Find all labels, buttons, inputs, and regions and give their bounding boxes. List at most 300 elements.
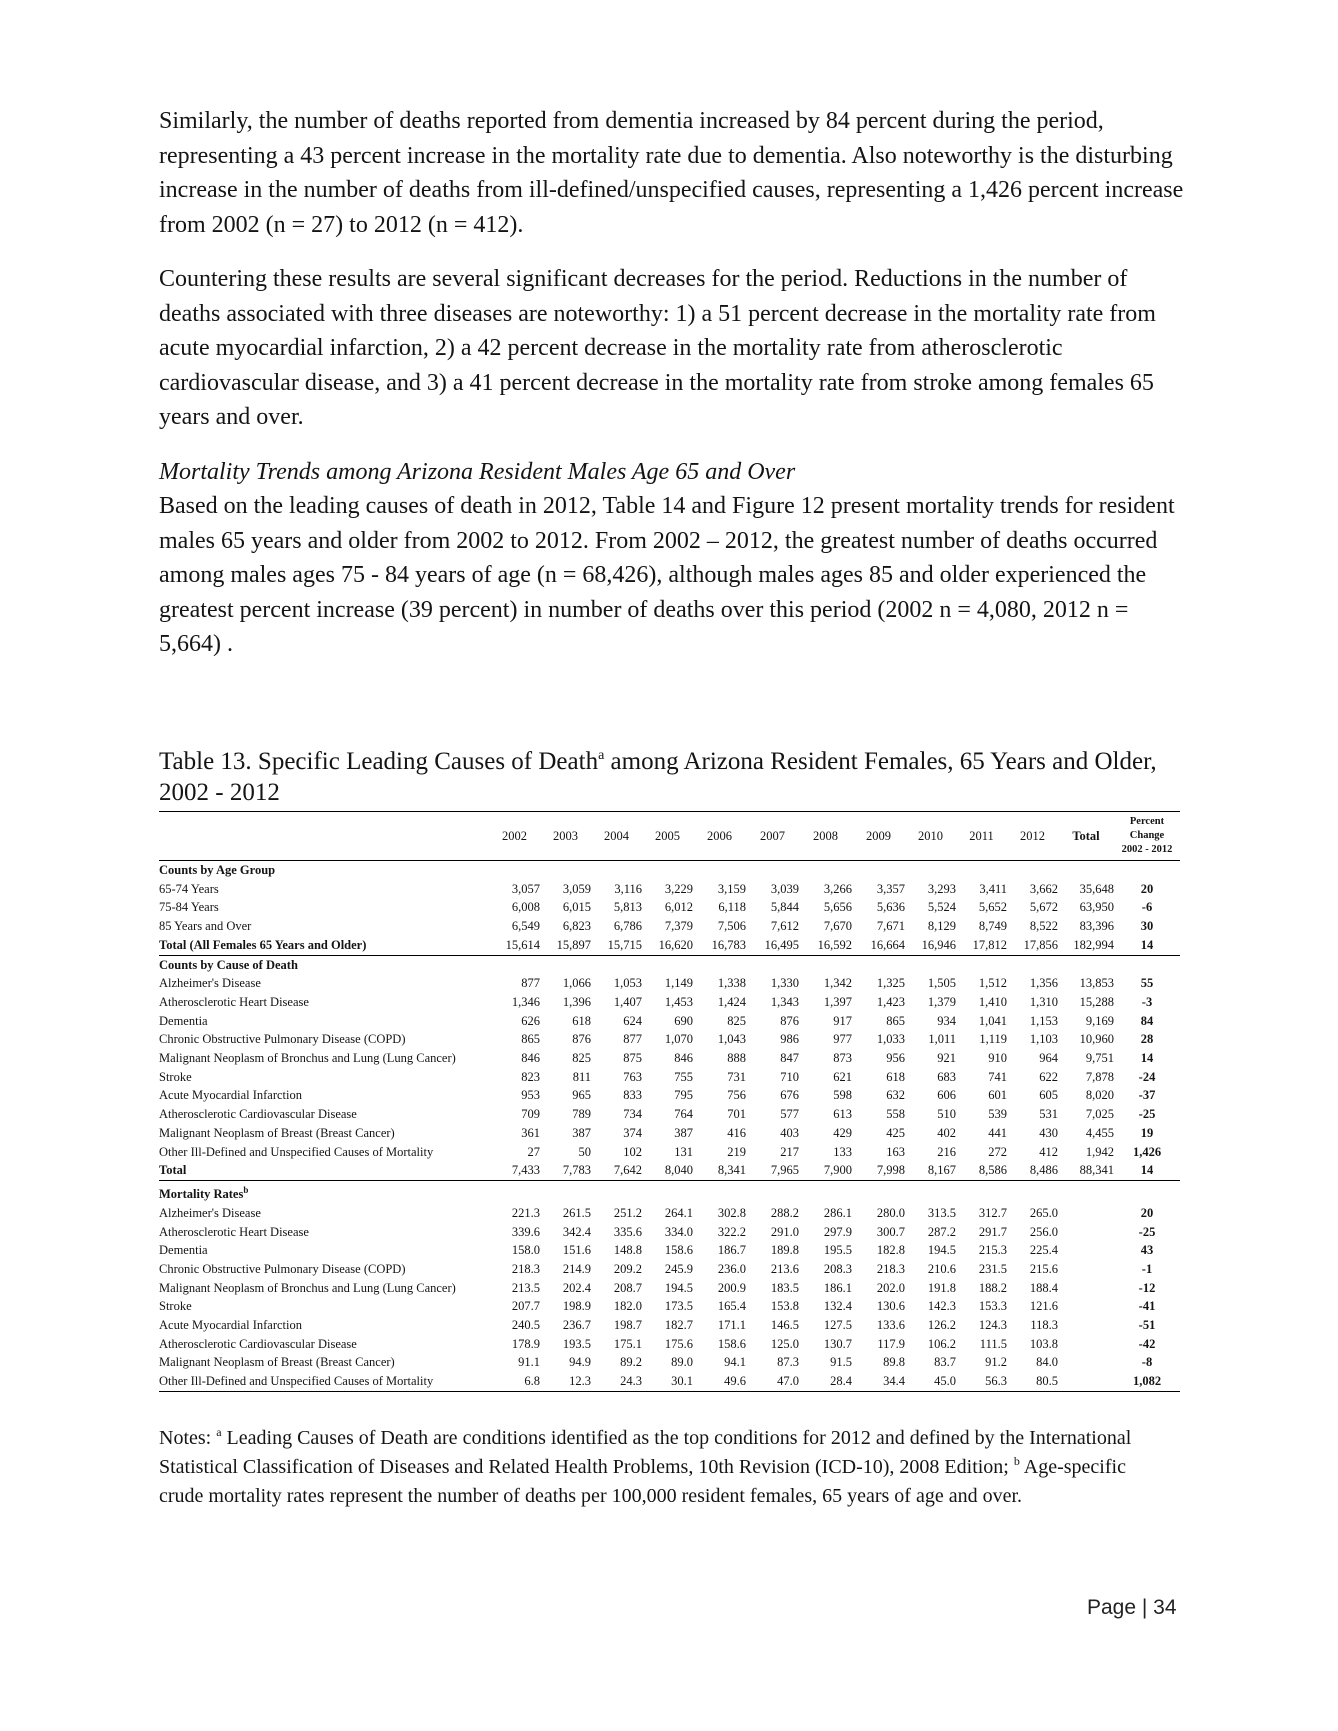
notes-text-b: Age-specific crude mortality rates represent the number of deaths per 100,000 resident females, 65 years of age and over. [159,1456,1126,1507]
row-label: Chronic Obstructive Pulmonary Disease (COPD) [159,1261,406,1276]
row-value-cell: 764 [674,1107,693,1122]
row-value-cell: 84.0 [1036,1355,1058,1370]
header-pct-line3: 2002 - 2012 [1121,844,1173,855]
row-value-cell: 865 [886,1013,905,1028]
row-value-cell: 626 [521,1013,540,1028]
row-label: Malignant Neoplasm of Breast (Breast Cancer) [159,1355,395,1370]
row-value-cell: 3,266 [823,881,852,896]
row-value-cell: 6,008 [511,900,540,915]
row-value-cell: 1,070 [664,1032,693,1047]
header-percent-change [1114,812,1180,861]
row-value-cell: 124.3 [978,1318,1007,1333]
row-value-cell: 403 [780,1125,799,1140]
row-value-cell: 441 [988,1125,1007,1140]
section-header-row [159,861,1180,880]
row-value-cell: 876 [572,1032,591,1047]
row-value-cell: 412 [1039,1144,1058,1159]
row-label: Atherosclerotic Heart Disease [159,994,309,1009]
row-value-cell: 3,116 [614,881,642,896]
row-value-cell: 231.5 [978,1261,1007,1276]
row-label: Acute Myocardial Infarction [159,1318,302,1333]
table-row [159,936,1180,955]
notes-text-a: Leading Causes of Death are conditions identified as the top conditions for 2012 and defined by the International Statistical Classification of Diseases and Related Health Problems, 10th Revision (ICD-10), 2008 Edition; [159,1427,1132,1478]
row-percent-change: 14 [1140,1163,1154,1178]
row-value-cell: 165.4 [717,1299,746,1314]
row-value-cell: 5,524 [927,900,956,915]
row-value-cell: 825 [727,1013,746,1028]
row-value-cell: 622 [1039,1069,1058,1084]
row-value-cell: 3,229 [664,881,693,896]
row-value-cell: 621 [833,1069,852,1084]
row-value-cell: 965 [572,1088,591,1103]
row-value-cell: 30.1 [642,1372,693,1391]
table-row [159,1223,1180,1242]
row-value-cell: 1,330 [770,976,799,991]
row-value-cell: 49.6 [693,1372,746,1391]
row-value-cell: 219 [727,1144,746,1159]
row-value-cell: 178.9 [511,1336,540,1351]
row-value-cell: 1,453 [664,994,693,1009]
header-year: 2004 [591,812,642,861]
row-value-cell: 7,612 [770,919,799,934]
row-value-cell: 8,167 [927,1163,956,1178]
row-value-cell: 6,012 [664,900,693,915]
row-value-cell: 7,433 [511,1163,540,1178]
row-value-cell: 755 [674,1069,693,1084]
row-value-cell: 6,118 [718,900,746,915]
table-row [159,1372,1180,1391]
section-title [159,955,1180,974]
row-value-cell: 198.7 [613,1318,642,1333]
row-total-cell: 7,878 [1085,1069,1114,1084]
row-value-cell: 1,407 [613,994,642,1009]
row-value-cell: 977 [833,1032,852,1047]
row-value-cell: 121.6 [1029,1299,1058,1314]
row-total-cell: 1,942 [1085,1144,1114,1159]
row-value-cell: 16,664 [870,937,905,952]
row-total-cell: 9,751 [1085,1051,1114,1066]
row-value-cell: 865 [521,1032,540,1047]
row-value-cell: 3,059 [562,881,591,896]
row-value-cell: 56.3 [956,1372,1007,1391]
row-value-cell: 1,512 [978,976,1007,991]
row-value-cell: 158.6 [717,1336,746,1351]
row-value-cell: 16,495 [764,937,799,952]
data-table-container [159,811,1180,1392]
row-value-cell: 158.0 [511,1243,540,1258]
row-value-cell: 598 [833,1088,852,1103]
row-value-cell: 1,103 [1029,1032,1058,1047]
row-percent-change: 55 [1140,976,1154,991]
mortality-table [159,811,1180,1392]
table-row [159,1012,1180,1031]
row-value-cell: 823 [521,1069,540,1084]
row-percent-change: 14 [1140,937,1154,952]
row-value-cell: 531 [1039,1107,1058,1122]
row-value-cell: 87.3 [777,1355,799,1370]
row-value-cell: 236.0 [717,1261,746,1276]
table-row [159,1297,1180,1316]
row-label: 75-84 Years [159,900,219,915]
row-value-cell: 193.5 [562,1336,591,1351]
row-value-cell: 1,149 [664,976,693,991]
row-value-cell: 6,015 [562,900,591,915]
row-value-cell: 215.6 [1029,1261,1058,1276]
table-row [159,1086,1180,1105]
row-value-cell: 218.3 [511,1261,540,1276]
row-value-cell: 601 [988,1088,1007,1103]
row-value-cell: 132.4 [823,1299,852,1314]
row-percent-change: -25 [1138,1224,1156,1239]
row-total-cell [1058,1297,1114,1316]
row-value-cell: 91.1 [518,1355,540,1370]
row-value-cell: 875 [623,1051,642,1066]
row-value-cell: 117.9 [877,1336,905,1351]
row-value-cell: 1,053 [613,976,642,991]
table-row [159,1279,1180,1298]
row-value-cell: 291.0 [770,1224,799,1239]
header-year: 2002 [489,812,540,861]
page-number: Page | 34 [1087,1596,1177,1619]
row-value-cell: 8,341 [717,1163,746,1178]
row-value-cell: 94.9 [569,1355,591,1370]
row-value-cell: 402 [937,1125,956,1140]
row-value-cell: 16,946 [921,937,956,952]
row-value-cell: 3,293 [927,881,956,896]
row-value-cell: 734 [623,1107,642,1122]
row-value-cell: 6.8 [489,1372,540,1391]
row-label: Total [159,1163,187,1178]
row-value-cell: 986 [780,1032,799,1047]
row-value-cell: 163 [886,1144,905,1159]
header-blank [159,812,489,861]
row-value-cell: 186.1 [823,1280,852,1295]
row-total-cell [1058,1241,1114,1260]
header-year: 2010 [905,812,956,861]
row-value-cell: 1,033 [876,1032,905,1047]
row-value-cell: 322.2 [717,1224,746,1239]
row-value-cell: 17,812 [972,937,1007,952]
row-value-cell: 80.5 [1007,1372,1058,1391]
row-value-cell: 416 [727,1125,746,1140]
row-value-cell: 130.6 [876,1299,905,1314]
row-value-cell: 189.8 [770,1243,799,1258]
section-header-row [159,955,1180,974]
row-label: Other Ill-Defined and Unspecified Causes of Mortality [159,1144,434,1159]
row-value-cell: 7,642 [613,1163,642,1178]
row-value-cell: 7,965 [770,1163,799,1178]
row-total-cell [1058,1335,1114,1354]
row-value-cell: 3,411 [979,881,1007,896]
row-value-cell: 216 [937,1144,956,1159]
row-value-cell: 873 [833,1051,852,1066]
row-value-cell: 334.0 [664,1224,693,1239]
row-value-cell: 217 [780,1144,799,1159]
row-value-cell: 221.3 [511,1205,540,1220]
row-value-cell: 6,549 [511,919,540,934]
row-value-cell: 12.3 [540,1372,591,1391]
row-value-cell: 387 [674,1125,693,1140]
row-value-cell: 214.9 [562,1261,591,1276]
row-value-cell: 934 [937,1013,956,1028]
row-percent-change: -37 [1138,1088,1156,1103]
row-value-cell: 213.5 [511,1280,540,1295]
row-value-cell: 6,786 [613,919,642,934]
row-percent-change: -42 [1138,1336,1156,1351]
row-value-cell: 361 [521,1125,540,1140]
row-value-cell: 624 [623,1013,642,1028]
row-label: Dementia [159,1243,208,1258]
row-value-cell: 811 [572,1069,591,1084]
row-value-cell: 7,379 [664,919,693,934]
row-value-cell: 888 [727,1051,746,1066]
row-label: Alzheimer's Disease [159,1205,261,1220]
notes-sup-a: a [216,1425,222,1439]
row-total-cell [1058,1372,1114,1391]
row-value-cell: 240.5 [511,1318,540,1333]
row-value-cell: 125.0 [770,1336,799,1351]
row-value-cell: 198.9 [562,1299,591,1314]
row-percent-change: -8 [1141,1355,1153,1370]
table-row [159,1049,1180,1068]
row-label: 65-74 Years [159,881,219,896]
row-value-cell: 5,636 [876,900,905,915]
row-percent-change: 1,082 [1114,1372,1180,1391]
row-value-cell: 195.5 [823,1243,852,1258]
caption-superscript: a [598,748,605,763]
section-title: Mortality Trends among Arizona Resident Males Age 65 and Over [159,458,796,485]
row-value-cell: 287.2 [927,1224,956,1239]
row-value-cell: 28.4 [799,1372,852,1391]
row-value-cell: 183.5 [770,1280,799,1295]
row-value-cell: 15,614 [505,937,540,952]
row-value-cell: 89.8 [883,1355,905,1370]
row-percent-change: 30 [1140,919,1154,934]
row-value-cell: 7,671 [876,919,905,934]
row-value-cell: 202.4 [562,1280,591,1295]
row-label: Atherosclerotic Cardiovascular Disease [159,1107,357,1122]
row-value-cell: 265.0 [1029,1205,1058,1220]
table-row [159,880,1180,899]
row-value-cell: 8,129 [927,919,956,934]
row-value-cell: 91.5 [830,1355,852,1370]
row-value-cell: 917 [833,1013,852,1028]
row-value-cell: 153.8 [770,1299,799,1314]
row-value-cell: 1,338 [717,976,746,991]
row-percent-change: -41 [1138,1299,1156,1314]
header-year: 2005 [642,812,693,861]
row-value-cell: 374 [623,1125,642,1140]
row-value-cell: 126.2 [927,1318,956,1333]
row-value-cell: 158.6 [664,1243,693,1258]
row-value-cell: 175.6 [664,1336,693,1351]
row-value-cell: 118.3 [1030,1318,1058,1333]
row-value-cell: 153.3 [978,1299,1007,1314]
caption-text-rest: among Arizona Resident Females, 65 Years and Older, 2002 - 2012 [159,748,1157,806]
row-value-cell: 618 [886,1069,905,1084]
row-value-cell: 5,813 [613,900,642,915]
row-value-cell: 1,343 [770,994,799,1009]
row-value-cell: 756 [727,1088,746,1103]
row-value-cell: 683 [937,1069,956,1084]
paragraph-decreases: Countering these results are several significant decreases for the period. Reductions in the number of deaths associated with three diseases are noteworthy: 1) a 51 percent decrease in the mortality rate from acute myocardial infarction, 2) a 42 percent decrease in the mortality rate from atherosclerotic cardiovascular disease, and 3) a 41 percent decrease in the mortality rate from stroke among females 65 years and over. [159,266,1156,430]
notes-sup-b: b [1013,1454,1020,1468]
header-pct-line1: Percent [1129,816,1165,827]
row-value-cell: 789 [572,1107,591,1122]
row-label: Stroke [159,1069,192,1084]
row-percent-change: -51 [1138,1318,1156,1333]
row-value-cell: 188.4 [1029,1280,1058,1295]
row-value-cell: 1,043 [717,1032,746,1047]
notes-prefix: Notes: [159,1427,217,1449]
row-value-cell: 209.2 [613,1261,642,1276]
row-value-cell: 151.6 [562,1243,591,1258]
row-value-cell: 210.6 [927,1261,956,1276]
row-percent-change: 1,426 [1132,1144,1162,1159]
row-value-cell: 1,423 [876,994,905,1009]
table-row [159,1030,1180,1049]
row-label: Stroke [159,1299,192,1314]
row-label: Malignant Neoplasm of Bronchus and Lung (Lung Cancer) [159,1051,456,1066]
row-total-cell: 35,648 [1079,881,1114,896]
row-percent-change: 20 [1140,1205,1154,1220]
row-value-cell: 133 [833,1144,852,1159]
row-percent-change: 14 [1140,1051,1154,1066]
table-row [159,1105,1180,1124]
row-value-cell: 27 [527,1144,540,1159]
row-value-cell: 3,159 [717,881,746,896]
row-total-cell: 83,396 [1079,919,1114,934]
header-year: 2008 [799,812,852,861]
row-value-cell: 6,823 [562,919,591,934]
row-label: Acute Myocardial Infarction [159,1088,302,1103]
row-value-cell: 833 [623,1088,642,1103]
row-label: Chronic Obstructive Pulmonary Disease (COPD) [159,1032,406,1047]
row-value-cell: 877 [623,1032,642,1047]
row-value-cell: 795 [674,1088,693,1103]
row-value-cell: 297.9 [823,1224,852,1239]
row-value-cell: 194.5 [664,1280,693,1295]
row-value-cell: 103.8 [1029,1336,1058,1351]
table-row [159,1316,1180,1335]
row-total-cell: 9,169 [1085,1013,1114,1028]
header-year: 2006 [693,812,746,861]
section-title-text: Mortality Rates [159,1187,244,1202]
row-value-cell: 131 [674,1144,693,1159]
row-label: Other Ill-Defined and Unspecified Causes of Mortality [159,1372,489,1391]
row-value-cell: 191.8 [927,1280,956,1295]
row-value-cell: 89.0 [671,1355,693,1370]
row-total-cell: 13,853 [1079,976,1114,991]
row-total-cell: 88,341 [1079,1163,1114,1178]
row-value-cell: 558 [886,1107,905,1122]
table-notes [159,1424,1169,1511]
row-value-cell: 710 [780,1069,799,1084]
row-value-cell: 8,586 [978,1163,1007,1178]
row-total-cell [1058,1316,1114,1335]
row-value-cell: 8,040 [664,1163,693,1178]
row-percent-change: 20 [1140,881,1154,896]
row-value-cell: 690 [674,1013,693,1028]
row-percent-change: -3 [1141,994,1153,1009]
row-value-cell: 127.5 [823,1318,852,1333]
row-label: Atherosclerotic Heart Disease [159,1224,309,1239]
row-value-cell: 577 [780,1107,799,1122]
row-value-cell: 312.7 [978,1205,1007,1220]
row-value-cell: 3,057 [511,881,540,896]
row-percent-change: -1 [1141,1261,1153,1276]
row-value-cell: 5,652 [978,900,1007,915]
table-row [159,1335,1180,1354]
row-value-cell: 701 [727,1107,746,1122]
row-value-cell: 731 [727,1069,746,1084]
row-value-cell: 956 [886,1051,905,1066]
table-body [159,861,1180,1392]
row-value-cell: 3,357 [876,881,905,896]
row-value-cell: 102 [623,1144,642,1159]
row-value-cell: 251.2 [613,1205,642,1220]
row-label: 85 Years and Over [159,919,252,934]
row-value-cell: 16,592 [817,937,852,952]
section-title-text: Counts by Age Group [159,863,276,877]
row-value-cell: 182.0 [613,1299,642,1314]
row-value-cell: 910 [988,1051,1007,1066]
row-value-cell: 288.2 [770,1205,799,1220]
row-percent-change: 28 [1140,1032,1154,1047]
row-total-cell: 8,020 [1085,1088,1114,1103]
row-value-cell: 45.0 [905,1372,956,1391]
row-value-cell: 1,397 [823,994,852,1009]
row-value-cell: 215.3 [978,1243,1007,1258]
row-value-cell: 763 [623,1069,642,1084]
row-value-cell: 7,900 [823,1163,852,1178]
row-percent-change: 43 [1140,1243,1154,1258]
row-value-cell: 208.3 [823,1261,852,1276]
section-title [159,1180,1180,1203]
row-value-cell: 186.7 [717,1243,746,1258]
row-total-cell: 63,950 [1079,900,1114,915]
table-row [159,1260,1180,1279]
row-value-cell: 207.7 [511,1299,540,1314]
row-value-cell: 876 [780,1013,799,1028]
header-year: 2003 [540,812,591,861]
row-value-cell: 15,897 [556,937,591,952]
row-value-cell: 613 [833,1107,852,1122]
row-value-cell: 8,749 [978,919,1007,934]
row-label: Dementia [159,1013,208,1028]
row-value-cell: 1,396 [562,994,591,1009]
row-percent-change: -25 [1138,1107,1156,1122]
row-total-cell [1058,1279,1114,1298]
row-value-cell: 335.6 [613,1224,642,1239]
row-value-cell: 286.1 [823,1205,852,1220]
row-value-cell: 173.5 [664,1299,693,1314]
row-value-cell: 921 [937,1051,956,1066]
row-label: Atherosclerotic Cardiovascular Disease [159,1336,357,1351]
row-value-cell: 83.7 [934,1355,956,1370]
row-value-cell: 91.2 [985,1355,1007,1370]
table-row [159,917,1180,936]
row-value-cell: 741 [988,1069,1007,1084]
row-value-cell: 280.0 [876,1205,905,1220]
table-row [159,1353,1180,1372]
row-value-cell: 89.2 [620,1355,642,1370]
row-value-cell: 5,844 [770,900,799,915]
row-value-cell: 7,506 [717,919,746,934]
row-value-cell: 175.1 [613,1336,642,1351]
table-row [159,1241,1180,1260]
table-row [159,1143,1180,1162]
